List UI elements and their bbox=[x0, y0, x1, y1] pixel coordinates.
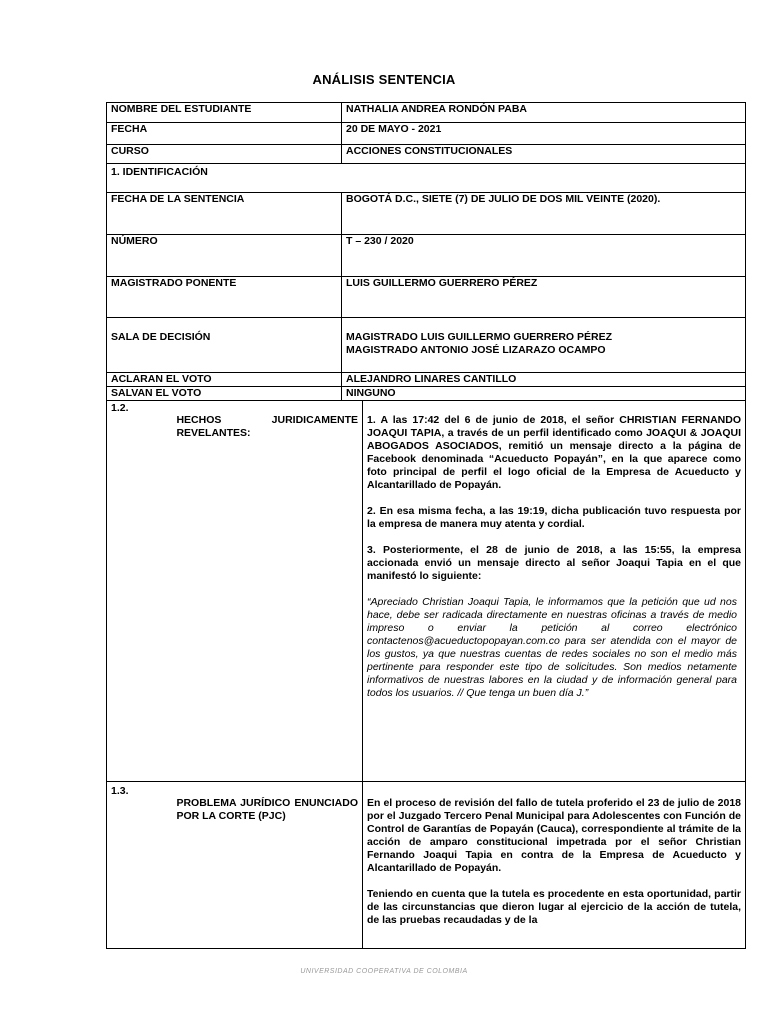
problema-paragraph-2: Teniendo en cuenta que la tutela es procedente en esta oportunidad, partir de las circunstancias que dieron lugar al ejercicio de la acción de tutela, de las pruebas recaudadas y de la bbox=[367, 888, 741, 926]
value-magistrado: LUIS GUILLERMO GUERRERO PÉREZ bbox=[342, 277, 746, 318]
label-estudiante: NOMBRE DEL ESTUDIANTE bbox=[107, 103, 342, 123]
page-footer: UNIVERSIDAD COOPERATIVA DE COLOMBIA bbox=[300, 968, 468, 975]
problema-label-cell bbox=[107, 782, 363, 949]
label-curso: CURSO bbox=[107, 145, 342, 164]
row-sala bbox=[107, 318, 746, 373]
value-estudiante: NATHALIA ANDREA RONDÓN PABA bbox=[342, 103, 746, 123]
label-fecha: FECHA bbox=[107, 123, 342, 145]
sala-magistrado-2: MAGISTRADO ANTONIO JOSÉ LIZARAZO OCAMPO bbox=[346, 344, 606, 356]
row-salvan bbox=[107, 387, 746, 401]
row-hechos bbox=[107, 401, 746, 782]
row-problema bbox=[107, 782, 746, 949]
row-magistrado bbox=[107, 277, 746, 318]
label-fecha-sentencia: FECHA DE LA SENTENCIA bbox=[107, 193, 342, 235]
label-aclaran: ACLARAN EL VOTO bbox=[107, 373, 342, 387]
value-fecha-sentencia: BOGOTÁ D.C., SIETE (7) DE JULIO DE DOS MIL VEINTE (2020). bbox=[342, 193, 746, 235]
analysis-table bbox=[106, 102, 746, 949]
label-magistrado: MAGISTRADO PONENTE bbox=[107, 277, 342, 318]
label-numero: NÚMERO bbox=[107, 235, 342, 277]
problema-number: 1.3. bbox=[111, 785, 129, 797]
problema-content bbox=[363, 782, 746, 949]
row-fecha bbox=[107, 123, 746, 145]
label-sala: SALA DE DECISIÓN bbox=[107, 318, 342, 373]
label-salvan: SALVAN EL VOTO bbox=[107, 387, 342, 401]
row-fecha-sentencia bbox=[107, 193, 746, 235]
value-sala bbox=[342, 318, 746, 373]
problema-paragraph-1: En el proceso de revisión del fallo de tutela proferido el 23 de julio de 2018 por el Juzgado Tercero Penal Municipal para Adolescentes con Función de Control de Garantías de Popayán (Cauca), correspondiente al trámite de la acción de amparo constitucional impetrada por el señor Christian Fernando Joaqui Tapia en contra de la Empresa de Acueducto y Alcantarillado de Popayán. bbox=[367, 797, 741, 874]
document-title: ANÁLISIS SENTENCIA bbox=[312, 72, 456, 87]
value-salvan: NINGUNO bbox=[342, 387, 746, 401]
value-numero: T – 230 / 2020 bbox=[342, 235, 746, 277]
value-aclaran: ALEJANDRO LINARES CANTILLO bbox=[342, 373, 746, 387]
hechos-quote: “Apreciado Christian Joaqui Tapia, le informamos que la petición que ud nos hace, debe ser radicada directamente en nuestras oficinas a través de medio impreso o enviar la petición al correo electrónico contactenos@acueductopopayan.com.co para ser atendida con el mayor de los gustos, ya que nuestras cuentas de redes sociales no son el medio más pertinente para responder este tipo de solicitudes. Son medios netamente informativos de nuestras labores en la ciudad y de información general para todos los usuarios. // Que tenga un buen día J.” bbox=[367, 596, 737, 699]
row-estudiante bbox=[107, 103, 746, 123]
section-identificacion: 1. IDENTIFICACIÓN bbox=[107, 164, 746, 193]
hechos-paragraph-1: 1. A las 17:42 del 6 de junio de 2018, el señor CHRISTIAN FERNANDO JOAQUI TAPIA, a través de un perfil identificado como JOAQUI & JOAQUI ABOGADOS ASOCIADOS, remitió un mensaje directo a la página de Facebook denominada “Acueducto Popayán”, en la que aparece como foto principal de perfil el logo oficial de la Empresa de Acueducto y Alcantarillado de Popayán. bbox=[367, 414, 741, 491]
value-curso: ACCIONES CONSTITUCIONALES bbox=[342, 145, 746, 164]
problema-label: PROBLEMA JURÍDICO ENUNCIADO POR LA CORTE (PJC) bbox=[176, 797, 358, 822]
row-numero bbox=[107, 235, 746, 277]
row-curso bbox=[107, 145, 746, 164]
hechos-content bbox=[363, 401, 746, 782]
hechos-label: HECHOS JURIDICAMENTE REVELANTES: bbox=[176, 414, 358, 439]
row-identificacion bbox=[107, 164, 746, 193]
hechos-paragraph-3: 3. Posteriormente, el 28 de junio de 2018, a las 15:55, la empresa accionada envió un mensaje directo al señor Joaqui Tapia en el que manifestó lo siguiente: bbox=[367, 544, 741, 582]
hechos-paragraph-2: 2. En esa misma fecha, a las 19:19, dicha publicación tuvo respuesta por la empresa de manera muy atenta y cordial. bbox=[367, 505, 741, 530]
sala-magistrado-1: MAGISTRADO LUIS GUILLERMO GUERRERO PÉREZ bbox=[346, 331, 613, 343]
hechos-number: 1.2. bbox=[111, 402, 129, 414]
value-fecha: 20 DE MAYO - 2021 bbox=[342, 123, 746, 145]
hechos-label-cell bbox=[107, 401, 363, 782]
row-aclaran bbox=[107, 373, 746, 387]
